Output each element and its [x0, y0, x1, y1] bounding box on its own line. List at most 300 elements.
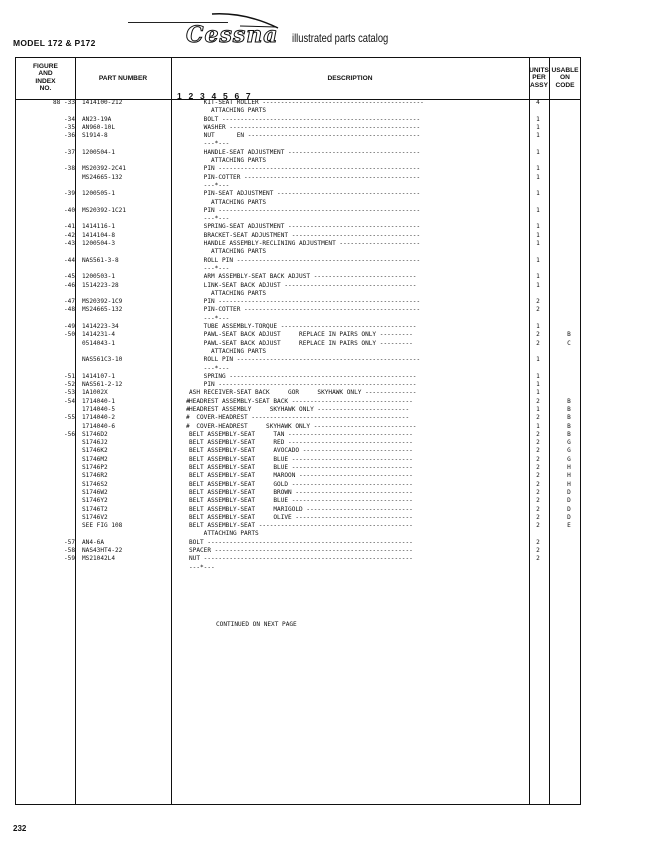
row-figure-index: -52 [63, 381, 75, 389]
row-usable-code [561, 157, 577, 165]
row-units: 1 [536, 381, 540, 389]
row-usable-code [561, 356, 577, 364]
row-description: PIN ------------------------------------------------------- [189, 206, 421, 214]
row-part-number: S1746D2 [82, 430, 108, 438]
row-description: ATTACHING PARTS [189, 107, 267, 115]
row-usable-code [561, 232, 577, 240]
row-usable-code [561, 165, 577, 173]
row-description: BELT ASSEMBLY-SEAT MARIGOLD ----------------------------- [189, 505, 413, 513]
row-units: 2 [536, 505, 540, 513]
row-part-number: S1746P2 [82, 464, 108, 472]
row-part-number: 0514043-1 [82, 339, 116, 347]
row-part-number: 1414116-1 [82, 223, 116, 231]
row-description: ATTACHING PARTS [189, 347, 267, 355]
row-description: PIN-SEAT ADJUSTMENT --------------------------------------- [189, 190, 421, 198]
row-figure-index [20, 456, 75, 464]
part-number-column [82, 99, 126, 572]
row-usable-code [561, 290, 577, 298]
row-figure-index [20, 356, 75, 364]
row-units [530, 348, 546, 356]
col-header-units: UNITS PER ASSY [529, 67, 549, 89]
row-part-number: 1414223-34 [82, 323, 119, 331]
row-usable-code: D [567, 497, 571, 505]
row-part-number: 1200504-3 [82, 240, 116, 248]
brand-logo: Cessna [186, 22, 279, 48]
row-units: 2 [536, 538, 540, 546]
row-description: HANDLE ASSEMBLY-RECLINING ADJUSTMENT ---------------------- [189, 240, 421, 248]
row-usable-code: B [567, 422, 571, 430]
row-units: 1 [536, 405, 540, 413]
row-units [530, 530, 546, 538]
row-part-number: AN23-19A [82, 115, 112, 123]
row-part-number: S1746J2 [82, 439, 108, 447]
row-part-number: S1746S2 [82, 480, 108, 488]
row-usable-code: D [567, 505, 571, 513]
row-description: PIN-COTTER ------------------------------------------------ [189, 173, 421, 181]
row-description: ATTACHING PARTS [189, 530, 259, 538]
row-usable-code [561, 149, 577, 157]
row-usable-code: G [567, 455, 571, 463]
row-description: ATTACHING PARTS [189, 157, 267, 165]
row-part-number [82, 530, 126, 538]
row-figure-index [20, 248, 75, 256]
row-description: SPRING-SEAT ADJUSTMENT ------------------------------------ [189, 223, 421, 231]
row-description: ---*--- [189, 264, 230, 272]
row-units: 2 [536, 513, 540, 521]
row-part-number: S1746M2 [82, 455, 108, 463]
row-usable-code [561, 124, 577, 132]
row-part-number: AN4-6A [82, 538, 105, 546]
row-description: NUT --------------------------------------------------------- [189, 555, 413, 563]
row-usable-code [561, 248, 577, 256]
row-units: 2 [536, 522, 540, 530]
row-part-number: NAS561-3-8 [82, 256, 119, 264]
row-figure-index [20, 107, 75, 115]
row-usable-code [561, 273, 577, 281]
row-part-number [82, 248, 126, 256]
row-units [530, 290, 546, 298]
row-units [530, 140, 546, 148]
row-part-number: 1714040-5 [82, 405, 116, 413]
row-usable-code [561, 530, 577, 538]
row-description: ATTACHING PARTS [189, 198, 267, 206]
row-units: 4 [536, 99, 540, 106]
row-usable-code: B [567, 414, 571, 422]
row-part-number [82, 182, 126, 190]
row-figure-index [20, 423, 75, 431]
row-part-number: S1746K2 [82, 447, 108, 455]
continued-note: CONTINUED ON NEXT PAGE [216, 621, 297, 628]
row-figure-index [20, 481, 75, 489]
row-units [530, 107, 546, 115]
row-figure-index: -47 [63, 298, 75, 306]
row-part-number: MS24665-132 [82, 173, 123, 181]
row-description: HEADREST ASSEMBLY SKYHAWK ONLY ------------------------- [189, 405, 410, 413]
row-units: 2 [536, 439, 540, 447]
row-description: PIN ------------------------------------------------------- [189, 165, 421, 173]
row-part-number: NAS561-2-12 [82, 381, 123, 389]
row-figure-index: -36 [63, 132, 75, 140]
row-part-number: MS20392-2C41 [82, 165, 127, 173]
row-usable-code: B [567, 331, 571, 339]
row-figure-index: -48 [63, 306, 75, 314]
row-figure-index [20, 174, 75, 182]
row-description: HEADREST ASSEMBLY-SEAT BACK --------------------------------- [189, 397, 413, 405]
row-description: PIN-COTTER ------------------------------------------------ [189, 306, 421, 314]
row-units: 2 [536, 455, 540, 463]
row-description: SPRING --------------------------------------------------- [189, 372, 417, 380]
row-usable-code [561, 257, 577, 265]
row-usable-code [561, 282, 577, 290]
row-description: SPACER ------------------------------------------------------ [189, 547, 413, 555]
indent-digits: 1 2 3 4 5 6 7 [177, 91, 253, 101]
page-number: 232 [13, 824, 27, 833]
row-description: NUT EN ----------------------------------------------- [189, 132, 421, 140]
row-description: BELT ASSEMBLY-SEAT GOLD --------------------------------- [189, 480, 413, 488]
row-part-number: 1414100-212 [82, 99, 123, 106]
row-description: KIT-SEAT ROLLER -------------------------------------------- [189, 99, 424, 106]
row-description: WASHER ---------------------------------------------------- [189, 123, 421, 131]
row-usable-code [561, 323, 577, 331]
row-usable-code [561, 207, 577, 215]
row-units: 1 [536, 206, 540, 214]
row-figure-index: -46 [63, 281, 75, 289]
col-divider-part [171, 58, 172, 804]
row-figure-index: -43 [63, 240, 75, 248]
row-part-number: S1746W2 [82, 488, 108, 496]
row-usable-code [561, 174, 577, 182]
catalog-subtitle: illustrated parts catalog [292, 31, 389, 45]
row-part-number [82, 315, 126, 323]
row-figure-index: -39 [63, 190, 75, 198]
row-units: 2 [536, 488, 540, 496]
row-description: ASH RECEIVER-SEAT BACK GOR SKYHAWK ONLY -------------- [189, 389, 417, 397]
row-units: 1 [536, 240, 540, 248]
row-usable-code [561, 365, 577, 373]
row-units: 1 [536, 422, 540, 430]
row-description: ---*--- [189, 140, 230, 148]
row-description: ATTACHING PARTS [189, 289, 267, 297]
row-usable-code [561, 306, 577, 314]
row-usable-code [561, 348, 577, 356]
row-units: 1 [536, 372, 540, 380]
row-description: COVER-HEADREST ------------------------------------------- [189, 414, 410, 422]
row-part-number: 1200504-1 [82, 148, 116, 156]
row-usable-code [561, 298, 577, 306]
row-usable-code: G [567, 439, 571, 447]
row-units: 2 [536, 480, 540, 488]
row-figure-index [20, 564, 75, 572]
row-description: ---*--- [189, 314, 230, 322]
row-description: BOLT ------------------------------------------------------ [189, 115, 421, 123]
row-part-number: S1746Y2 [82, 497, 108, 505]
row-units: 1 [536, 273, 540, 281]
row-description: PIN ------------------------------------------------------ [189, 381, 417, 389]
row-figure-index: -58 [63, 547, 75, 555]
row-units: 1 [536, 190, 540, 198]
row-figure-index [20, 489, 75, 497]
description-column [189, 99, 529, 572]
row-units [530, 182, 546, 190]
row-usable-code [561, 116, 577, 124]
row-part-number: MS21042L4 [82, 555, 116, 563]
row-figure-index [20, 315, 75, 323]
row-part-number [82, 107, 126, 115]
row-figure-index [20, 157, 75, 165]
row-figure-index: -49 [63, 323, 75, 331]
row-figure-index: -34 [63, 115, 75, 123]
row-figure-index [20, 497, 75, 505]
row-description: BELT ASSEMBLY-SEAT ------------------------------------------ [189, 522, 413, 530]
row-units: 1 [536, 123, 540, 131]
row-description: HANDLE-SEAT ADJUSTMENT ------------------------------------ [189, 148, 421, 156]
row-figure-index [20, 464, 75, 472]
row-part-number [82, 265, 126, 273]
col-header-figure: FIGURE AND INDEX NO. [33, 63, 58, 93]
row-usable-code [561, 132, 577, 140]
row-part-number: S1746T2 [82, 505, 108, 513]
row-change-mark: # [186, 397, 190, 405]
row-part-number: 1514223-28 [82, 281, 119, 289]
row-description: BELT ASSEMBLY-SEAT MAROON ------------------------------- [189, 472, 413, 480]
row-figure-index [20, 447, 75, 455]
row-figure-index: -44 [63, 256, 75, 264]
row-description: PIN ------------------------------------------------------- [189, 298, 421, 306]
row-figure-index: -40 [63, 206, 75, 214]
row-description: BELT ASSEMBLY-SEAT AVOCADO ------------------------------ [189, 447, 413, 455]
row-usable-code [561, 107, 577, 115]
row-units: 1 [536, 132, 540, 140]
row-figure-index: -53 [63, 389, 75, 397]
row-units: 1 [536, 256, 540, 264]
row-units: 1 [536, 223, 540, 231]
row-part-number: MS24665-132 [82, 306, 123, 314]
row-units: 2 [536, 547, 540, 555]
row-part-number [82, 564, 126, 572]
row-description: TUBE ASSEMBLY-TORQUE ------------------------------------- [189, 323, 417, 331]
row-units [530, 199, 546, 207]
row-part-number: MS20392-1C9 [82, 298, 123, 306]
row-figure-index: -35 [63, 123, 75, 131]
row-description: BELT ASSEMBLY-SEAT RED ---------------------------------- [189, 439, 413, 447]
row-description: LINK-SEAT BACK ADJUST ------------------------------------ [189, 281, 417, 289]
row-figure-index: -54 [63, 397, 75, 405]
row-description: BELT ASSEMBLY-SEAT BROWN -------------------------------- [189, 488, 413, 496]
row-part-number: 1714040-6 [82, 422, 116, 430]
row-units [530, 365, 546, 373]
row-usable-code: H [567, 464, 571, 472]
row-units: 1 [536, 148, 540, 156]
row-figure-index [20, 182, 75, 190]
row-units: 2 [536, 331, 540, 339]
row-description: COVER-HEADREST SKYHAWK ONLY ---------------------------- [189, 422, 417, 430]
units-column [530, 99, 546, 572]
row-units: 2 [536, 497, 540, 505]
row-part-number: NAS43HT4-22 [82, 547, 123, 555]
row-units: 1 [536, 115, 540, 123]
row-figure-index: -41 [63, 223, 75, 231]
row-figure-index [20, 140, 75, 148]
row-change-mark: # [186, 422, 190, 430]
row-units: 1 [536, 165, 540, 173]
row-description: PAWL-SEAT BACK ADJUST REPLACE IN PAIRS ONLY --------- [189, 331, 413, 339]
row-usable-code [561, 315, 577, 323]
row-part-number: 1200503-1 [82, 273, 116, 281]
row-description: ---*--- [189, 563, 215, 571]
row-description: BOLT -------------------------------------------------------- [189, 538, 413, 546]
row-description: BELT ASSEMBLY-SEAT TAN ---------------------------------- [189, 430, 413, 438]
row-description: PAWL-SEAT BACK ADJUST REPLACE IN PAIRS ONLY --------- [189, 339, 413, 347]
row-units: 2 [536, 414, 540, 422]
row-usable-code [561, 140, 577, 148]
row-figure-index [20, 365, 75, 373]
row-usable-code [561, 547, 577, 555]
row-part-number [82, 365, 126, 373]
row-part-number: 1A1002X [82, 389, 108, 397]
row-usable-code [561, 199, 577, 207]
row-units: 1 [536, 173, 540, 181]
row-figure-index: -55 [63, 414, 75, 422]
row-description: BELT ASSEMBLY-SEAT BLUE --------------------------------- [189, 497, 413, 505]
row-part-number: MS20392-1C21 [82, 206, 127, 214]
row-units: 1 [536, 389, 540, 397]
row-units [530, 564, 546, 572]
row-usable-code [561, 564, 577, 572]
row-part-number [82, 348, 126, 356]
row-usable-code: B [567, 397, 571, 405]
row-units: 2 [536, 430, 540, 438]
row-figure-index: -56 [63, 430, 75, 438]
row-part-number: 1414104-8 [82, 231, 116, 239]
row-part-number [82, 199, 126, 207]
row-units: 2 [536, 339, 540, 347]
row-usable-code: D [567, 488, 571, 496]
row-change-mark: # [186, 414, 190, 422]
row-description: ---*--- [189, 215, 230, 223]
row-figure-index: -42 [63, 231, 75, 239]
col-divider-units [549, 58, 550, 804]
row-figure-index: -45 [63, 273, 75, 281]
row-part-number: SEE FIG 108 [82, 522, 123, 530]
col-header-description: DESCRIPTION [327, 75, 373, 82]
row-figure-index [20, 199, 75, 207]
row-figure-index [20, 472, 75, 480]
row-usable-code [561, 555, 577, 563]
row-usable-code [561, 389, 577, 397]
row-units [530, 248, 546, 256]
row-part-number: 1414107-1 [82, 372, 116, 380]
row-figure-index: -57 [63, 538, 75, 546]
row-units: 2 [536, 447, 540, 455]
row-figure-index [20, 340, 75, 348]
row-units: 1 [536, 323, 540, 331]
row-figure-index: -50 [63, 331, 75, 339]
row-units [530, 315, 546, 323]
row-part-number: 1714040-1 [82, 397, 116, 405]
row-usable-code: D [567, 513, 571, 521]
row-description: ---*--- [189, 181, 230, 189]
row-description: ---*--- [189, 364, 230, 372]
row-figure-index [20, 514, 75, 522]
row-part-number [82, 140, 126, 148]
row-part-number: 1414231-4 [82, 331, 116, 339]
row-usable-code [561, 265, 577, 273]
row-units: 2 [536, 397, 540, 405]
row-part-number [82, 290, 126, 298]
row-usable-code: B [567, 430, 571, 438]
row-part-number: S1746V2 [82, 513, 108, 521]
row-description: BELT ASSEMBLY-SEAT BLUE --------------------------------- [189, 464, 413, 472]
row-part-number: 1714040-2 [82, 414, 116, 422]
row-figure-index [20, 439, 75, 447]
row-figure-index [20, 530, 75, 538]
row-figure-index [20, 522, 75, 530]
parts-table [15, 57, 581, 805]
row-description: BELT ASSEMBLY-SEAT BLUE --------------------------------- [189, 455, 413, 463]
row-units [530, 215, 546, 223]
row-usable-code: H [567, 472, 571, 480]
row-units: 2 [536, 306, 540, 314]
row-units: 1 [536, 356, 540, 364]
col-header-part-number: PART NUMBER [98, 75, 148, 82]
row-figure-index [20, 215, 75, 223]
row-units: 2 [536, 555, 540, 563]
row-description: ATTACHING PARTS [189, 248, 267, 256]
row-part-number: 1200505-1 [82, 190, 116, 198]
figure-index-column [20, 99, 75, 572]
row-figure-index: -38 [63, 165, 75, 173]
row-figure-index [20, 348, 75, 356]
row-usable-code [561, 539, 577, 547]
row-units: 2 [536, 472, 540, 480]
row-figure-index [20, 506, 75, 514]
row-usable-code [561, 381, 577, 389]
row-part-number [82, 215, 126, 223]
row-usable-code [561, 223, 577, 231]
row-usable-code [561, 240, 577, 248]
row-figure-index [20, 406, 75, 414]
row-figure-index [20, 265, 75, 273]
row-units: 2 [536, 464, 540, 472]
model-title: MODEL 172 & P172 [13, 38, 96, 48]
row-description: ARM ASSEMBLY-SEAT BACK ADJUST ---------------------------- [189, 273, 417, 281]
row-usable-code [561, 182, 577, 190]
row-part-number: AN960-10L [82, 123, 116, 131]
row-figure-index: -51 [63, 372, 75, 380]
row-description: ROLL PIN -------------------------------------------------- [189, 356, 421, 364]
row-change-mark: # [186, 405, 190, 413]
row-usable-code [561, 190, 577, 198]
row-usable-code: H [567, 480, 571, 488]
row-part-number: S1914-8 [82, 132, 108, 140]
row-part-number: NAS561C3-10 [82, 356, 123, 364]
row-units: 1 [536, 281, 540, 289]
col-header-usable-code: USABLE ON CODE [551, 67, 579, 89]
row-figure-index: 88 -33 [52, 99, 75, 106]
row-usable-code [561, 373, 577, 381]
row-description: ROLL PIN -------------------------------------------------- [189, 256, 421, 264]
row-usable-code: C [567, 339, 571, 347]
row-usable-code: E [567, 522, 571, 530]
usable-code-column [561, 99, 577, 572]
row-units [530, 265, 546, 273]
row-description: BELT ASSEMBLY-SEAT OLIVE -------------------------------- [189, 513, 413, 521]
row-figure-index: -37 [63, 148, 75, 156]
row-units [530, 157, 546, 165]
row-description: BRACKET-SEAT ADJUSTMENT ----------------------------------- [189, 231, 421, 239]
row-usable-code: G [567, 447, 571, 455]
row-usable-code: B [567, 405, 571, 413]
